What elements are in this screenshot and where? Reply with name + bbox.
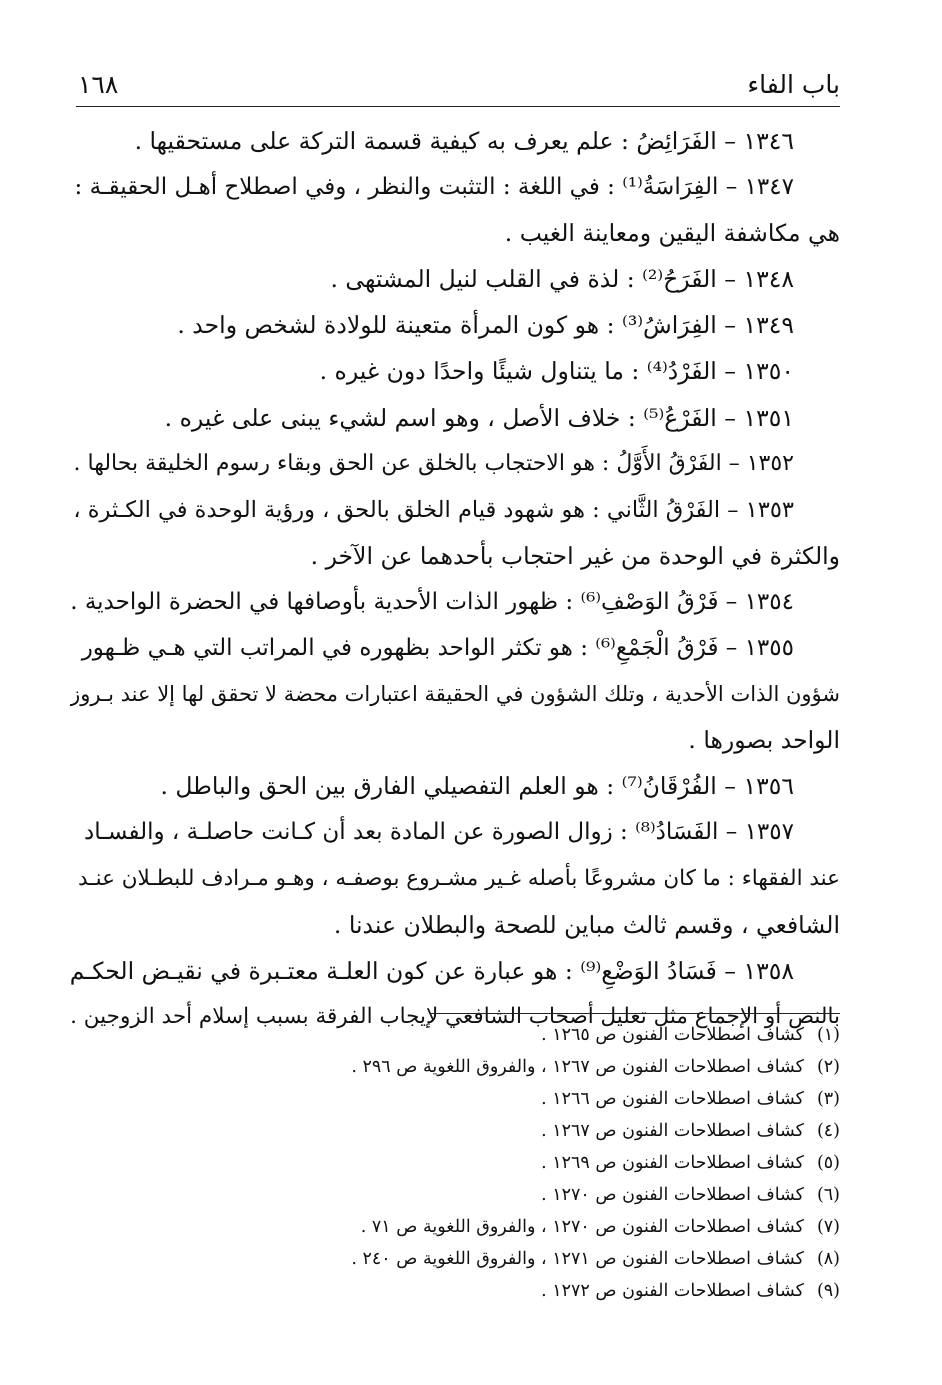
text-line: ١٣٤٧ – الفِرَاسَةُ⁽¹⁾ : في اللغة : التثبت والنظر ، وفي اصطلاح أهـل الحقيقـة : (74, 174, 794, 201)
footnote-number: (٧) (816, 1217, 840, 1237)
text-line: ١٣٤٦ – الفَرَائِضُ : علم يعرف به كيفية قسمة التركة على مستحقيها . (134, 127, 794, 155)
text-line: والكثرة في الوحدة من غير احتجاب بأحدهما عن الآخر . (310, 541, 840, 570)
footnote-number: (٨) (816, 1249, 840, 1269)
footnote-text: كشاف اصطلاحات الفنون ص ١٢٦٥ . (541, 1025, 804, 1045)
footnote-item (70, 1179, 840, 1211)
footnote-item (70, 1275, 840, 1307)
footnote-text: كشاف اصطلاحات الفنون ص ١٢٦٧ ، والفروق اللغوية ص ٢٩٦ . (351, 1057, 804, 1077)
text-line: ١٣٤٩ – الفِرَاشُ⁽³⁾ : هو كون المرأة متعينة للولادة لشخص واحد . (177, 311, 794, 340)
footnote-list (70, 1019, 840, 1307)
text-line: ١٣٥٦ – الفُرْقَانُ⁽⁷⁾ : هو العلم التفصيلي الفارق بين الحق والباطل . (160, 772, 794, 801)
footnote-item (70, 1019, 840, 1051)
text-line: شؤون الذات الأحدية ، وتلك الشؤون في الحقيقة اعتبارات محضة لا تحقق لها إلا عند بـروز (70, 682, 840, 707)
footnote-number: (٤) (816, 1121, 840, 1141)
page-number: ١٦٨ (78, 70, 119, 99)
section-title: باب الفاء (747, 70, 840, 99)
footnote-number: (١) (816, 1025, 840, 1045)
text-line: الشافعي ، وقسم ثالث مباين للصحة والبطلان عندنا . (333, 910, 840, 939)
footnote-text: كشاف اصطلاحات الفنون ص ١٢٦٦ . (541, 1089, 804, 1109)
footnote-item (70, 1083, 840, 1115)
footnote-text: كشاف اصطلاحات الفنون ص ١٢٧٠ . (541, 1185, 804, 1205)
footnote-text: كشاف اصطلاحات الفنون ص ١٢٧٠ ، والفروق اللغوية ص ٧١ . (360, 1217, 804, 1237)
footnote-item (70, 1147, 840, 1179)
page-header (76, 66, 840, 107)
footnote-number: (٦) (816, 1185, 840, 1205)
footnote-number: (٥) (816, 1153, 840, 1173)
text-line: ١٣٤٨ – الفَرَحُ⁽²⁾ : لذة في القلب لنيل المشتهى . (330, 265, 794, 294)
footnote-item (70, 1211, 840, 1243)
text-line: هي مكاشفة اليقين ومعاينة الغيب . (504, 219, 840, 248)
footnote-item (70, 1051, 840, 1083)
footnote-divider (430, 1013, 840, 1014)
text-line: ١٣٥٨ – فَسَادُ الوَضْعِ⁽⁹⁾ : هو عبارة عن كون العلـة معتـبرة في نقيـض الحكـم (70, 956, 794, 985)
footnote-text: كشاف اصطلاحات الفنون ص ١٢٦٩ . (541, 1153, 804, 1173)
footnote-text: كشاف اصطلاحات الفنون ص ١٢٧١ ، والفروق اللغوية ص ٢٤٠ . (351, 1249, 804, 1269)
main-text (70, 118, 840, 1040)
text-line: ١٣٥٧ – الفَسَادُ⁽⁸⁾ : زوال الصورة عن المادة بعد أن كـانت حاصلـة ، والفسـاد (83, 819, 794, 846)
text-line: ١٣٥٤ – فَرْقُ الوَصْفِ⁽⁶⁾ : ظهور الذات الأحدية بأوصافها في الحضرة الواحدية . (70, 588, 794, 615)
text-line: عند الفقهاء : ما كان مشروعًا بأصله غـير مشـروع بوصفـه ، وهـو مـرادف للبطـلان عنـد (78, 865, 840, 891)
footnote-text: كشاف اصطلاحات الفنون ص ١٢٦٧ . (541, 1121, 804, 1141)
footnote-number: (٢) (816, 1057, 840, 1077)
footnote-number: (٩) (816, 1281, 840, 1301)
text-line: ١٣٥٥ – فَرْقُ الْجَمْعِ⁽⁶⁾ : هو تكثر الواحد بظهوره في المراتب التي هـي ظـهور (81, 635, 794, 662)
footnote-number: (٣) (816, 1089, 840, 1109)
text-line: ١٣٥٣ – الفَرْقُ الثَّاني : هو شهود قيام الخلق بالحق ، ورؤية الوحدة في الكـثرة ، (73, 496, 794, 523)
text-line: الواحد بصورها . (688, 726, 840, 755)
text-line: ١٣٥٢ – الفَرْقُ الأَوَّلُ : هو الاحتجاب بالخلق عن الحق وبقاء رسوم الخليقة بحالها . (73, 450, 794, 476)
footnote-text: كشاف اصطلاحات الفنون ص ١٢٧٢ . (541, 1281, 804, 1301)
text-line: ١٣٥٠ – الفَرْدُ⁽⁴⁾ : ما يتناول شيئًا واحدًا دون غيره . (319, 357, 794, 386)
text-line: ١٣٥١ – الفَرْعُ⁽⁵⁾ : خلاف الأصل ، وهو اسم لشيء يبنى على غيره . (164, 403, 794, 432)
footnote-item (70, 1115, 840, 1147)
footnote-item (70, 1243, 840, 1275)
text-line: بالنص أو الإجماع مثل تعليل أصحاب الشافعي لإيجاب الفرقة بسبب إسلام أحد الزوجين . (70, 1003, 840, 1029)
